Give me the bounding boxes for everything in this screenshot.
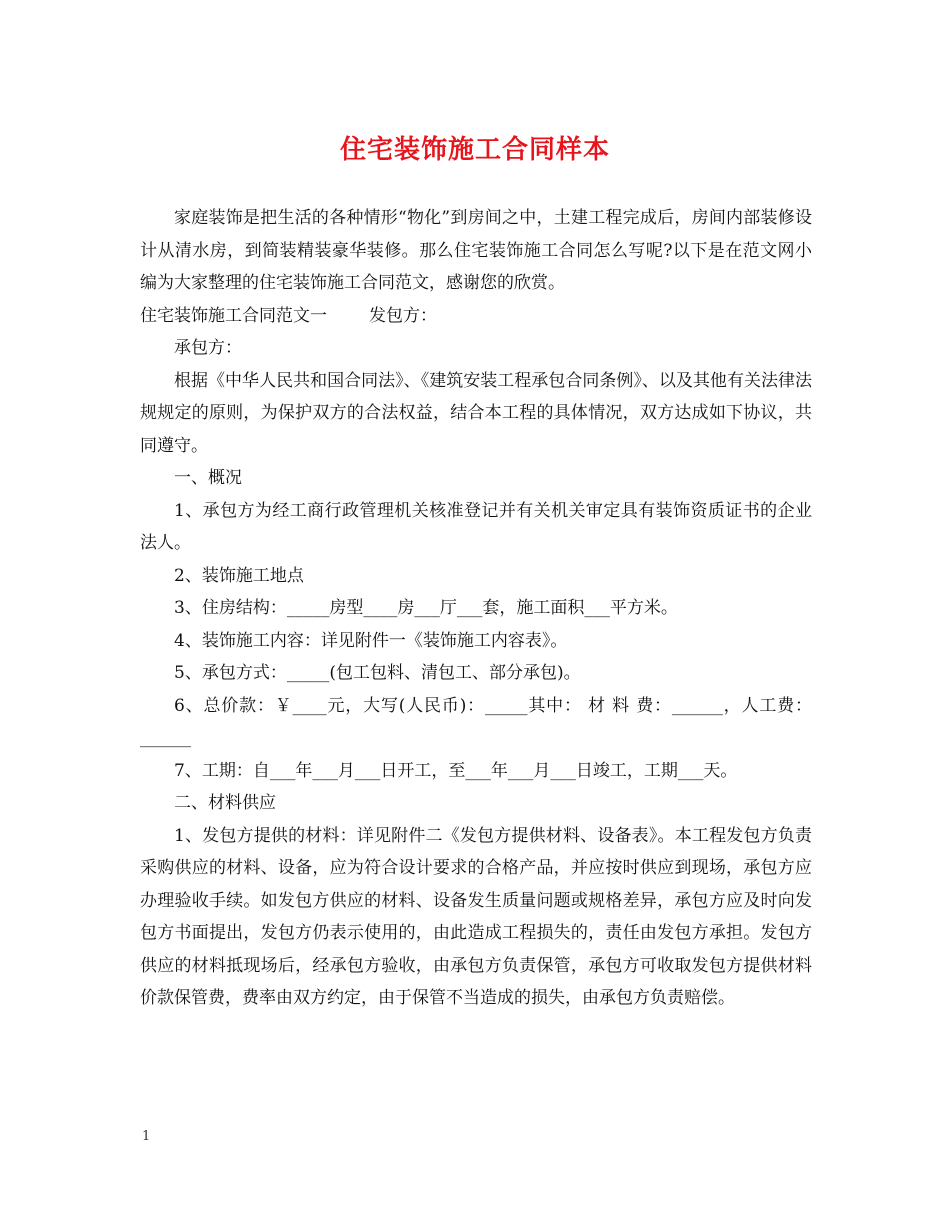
sample-heading: 住宅装饰施工合同范文一	[140, 305, 327, 326]
section-1-item-1: 1、承包方为经工商行政管理机关核准登记并有关机关审定具有装饰资质证书的企业法人。	[140, 500, 812, 553]
section-1-item-6: 6、总价款：￥____元，大写(人民币)：_____其中： 材 料 费：______，人工费：______	[140, 695, 812, 748]
section-2-title: 二、材料供应	[174, 793, 276, 813]
section-1-item-4: 4、装饰施工内容：详见附件一《装饰施工内容表》。	[174, 630, 568, 651]
employer-label: 发包方：	[369, 305, 437, 326]
document-title: 住宅装饰施工合同样本	[339, 135, 610, 165]
section-1-item-3: 3、住房结构：_____房型____房___厅___套，施工面积___平方米。	[174, 598, 678, 618]
document-body	[140, 202, 812, 1015]
page-number: 1	[142, 1129, 151, 1144]
section-1-item-2: 2、装饰施工地点	[174, 565, 304, 586]
section-1-item-7: 7、工期：自___年___月___日开工，至___年___月___日竣工，工期___天。	[174, 760, 738, 781]
basis-paragraph: 根据《中华人民共和国合同法》、《建筑安装工程承包合同条例》、以及其他有关法律法规规定的原则，为保护双方的合法权益，结合本工程的具体情况，双方达成如下协议，共同遵守。	[140, 370, 812, 456]
contractor-label: 承包方：	[174, 338, 242, 358]
sample-heading-line	[140, 300, 812, 333]
section-2-item-1: 1、发包方提供的材料：详见附件二《发包方提供材料、设备表》。本工程发包方负责采购供应的材料、设备，应为符合设计要求的合格产品，并应按时供应到现场，承包方应办理验收手续。如发包方供应的材料、设备发生质量问题或规格差异，承包方应及时向发包方书面提出，发包方仍表示使用的，由此造成工程损失的，责任由发包方承担。发包方供应的材料抵现场后，经承包方验收，由承包方负责保管，承包方可收取发包方提供材料价款保管费，费率由双方约定，由于保管不当造成的损失，由承包方负责赔偿。	[140, 825, 812, 1008]
intro-paragraph: 家庭装饰是把生活的各种情形“物化”到房间之中，土建工程完成后，房间内部装修设计从清水房，到简装精装豪华装修。那么住宅装饰施工合同怎么写呢?以下是在范文网小编为大家整理的住宅装饰施工合同范文，感谢您的欣赏。	[140, 208, 812, 293]
section-1-title: 一、概况	[174, 468, 242, 488]
section-1-item-5: 5、承包方式：_____(包工包料、清包工、部分承包)。	[174, 663, 581, 683]
